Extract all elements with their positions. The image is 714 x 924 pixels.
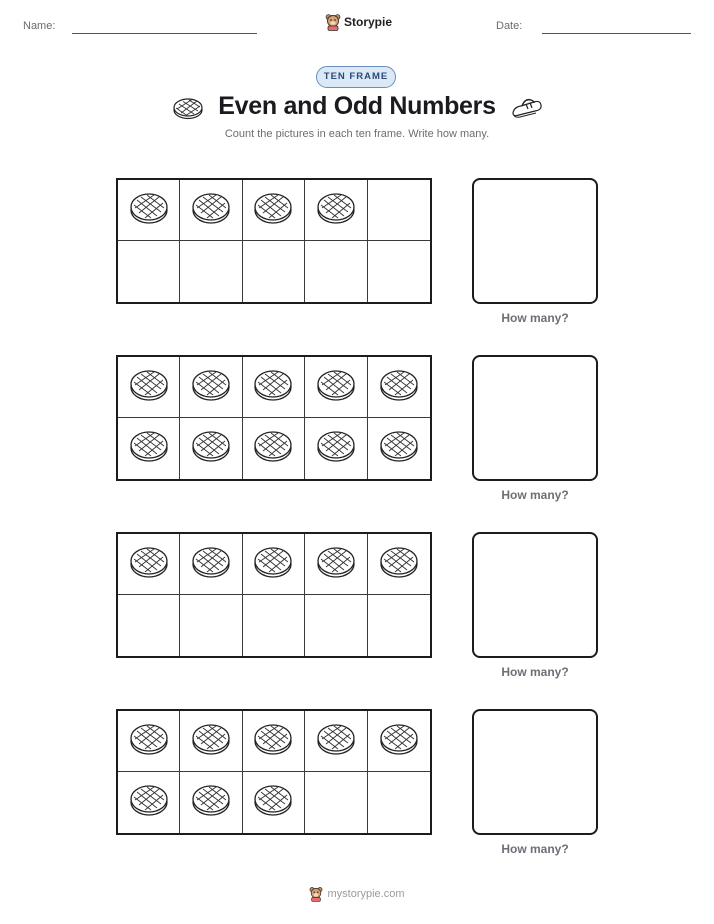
- cookie-icon: [316, 722, 356, 761]
- ten-frame-cell: [243, 534, 305, 595]
- ten-frame-cell: [180, 418, 242, 479]
- ten-frame-cell: [243, 357, 305, 418]
- ten-frame-badge: TEN FRAME: [316, 66, 396, 88]
- ten-frame-cell: [180, 534, 242, 595]
- ten-frame-cell: [305, 418, 367, 479]
- ten-frame-cell: [118, 180, 180, 241]
- ten-frame-cell: [305, 241, 367, 302]
- ten-frame-cell: [118, 418, 180, 479]
- cookie-icon: [191, 783, 231, 822]
- ten-frame-cell: [368, 772, 430, 833]
- bear-mascot-icon: [309, 886, 323, 902]
- cookie-icon: [129, 429, 169, 468]
- brand-logo: [325, 13, 392, 31]
- ten-frame-cell: [118, 357, 180, 418]
- ten-frame-cell: [118, 772, 180, 833]
- ten-frame-cell: [118, 711, 180, 772]
- how-many-label-3: How many?: [501, 665, 569, 679]
- date-line: [542, 33, 691, 34]
- ten-frame-cell: [368, 534, 430, 595]
- answer-box-4[interactable]: [472, 709, 598, 835]
- cookie-icon: [379, 545, 419, 584]
- ten-frame-cell: [305, 772, 367, 833]
- ten-frame-2: [116, 355, 432, 481]
- ten-frame-cell: [368, 595, 430, 656]
- cookie-icon: [129, 191, 169, 230]
- how-many-label-2: How many?: [501, 488, 569, 502]
- ten-frame-cell: [305, 180, 367, 241]
- ten-frame-cell: [118, 534, 180, 595]
- cookie-icon: [191, 545, 231, 584]
- ten-frame-cell: [180, 241, 242, 302]
- how-many-label-1: How many?: [501, 311, 569, 325]
- ten-frame-4: [116, 709, 432, 835]
- footer-url: mystorypie.com: [327, 888, 405, 900]
- answer-box-3[interactable]: [472, 532, 598, 658]
- cookie-icon: [253, 545, 293, 584]
- ten-frame-cell: [180, 357, 242, 418]
- cookie-icon: [253, 368, 293, 407]
- answer-box-1[interactable]: [472, 178, 598, 304]
- cookie-icon: [316, 191, 356, 230]
- cookie-icon: [379, 429, 419, 468]
- cookie-icon: [129, 545, 169, 584]
- cookie-icon: [379, 722, 419, 761]
- how-many-label-4: How many?: [501, 842, 569, 856]
- ten-frame-cell: [180, 595, 242, 656]
- ten-frame-cell: [243, 418, 305, 479]
- cookie-icon: [253, 191, 293, 230]
- ten-frame-cell: [305, 534, 367, 595]
- ten-frame-cell: [118, 595, 180, 656]
- ten-frame-cell: [180, 772, 242, 833]
- cookie-icon: [191, 191, 231, 230]
- ten-frame-cell: [305, 357, 367, 418]
- cookie-icon: [253, 722, 293, 761]
- ten-frame-cell: [180, 711, 242, 772]
- ten-frame-cell: [368, 418, 430, 479]
- date-label: Date:: [496, 20, 523, 32]
- cookie-icon: [316, 368, 356, 407]
- ten-frame-3: [116, 532, 432, 658]
- cookie-icon: [129, 722, 169, 761]
- ten-frame-1: [116, 178, 432, 304]
- cookie-icon: [191, 722, 231, 761]
- page-title: Even and Odd Numbers: [218, 92, 496, 120]
- name-line: [72, 33, 257, 34]
- cookie-icon: [253, 783, 293, 822]
- footer: [0, 886, 714, 902]
- brand-name: Storypie: [344, 15, 393, 29]
- cookie-icon: [129, 783, 169, 822]
- ten-frame-cell: [368, 711, 430, 772]
- cookie-icon: [379, 368, 419, 407]
- bear-mascot-icon: [325, 13, 341, 31]
- ten-frame-cell: [180, 180, 242, 241]
- cookie-icon: [316, 545, 356, 584]
- ten-frame-cell: [305, 595, 367, 656]
- cookie-icon: [316, 429, 356, 468]
- ten-frame-cell: [368, 241, 430, 302]
- ten-frame-cell: [118, 241, 180, 302]
- ten-frame-cell: [243, 595, 305, 656]
- ten-frame-cell: [243, 772, 305, 833]
- cookie-icon: [253, 429, 293, 468]
- ten-frame-cell: [305, 711, 367, 772]
- ten-frame-cell: [368, 357, 430, 418]
- ten-frame-cell: [368, 180, 430, 241]
- ten-frame-cell: [243, 241, 305, 302]
- cookie-icon: [191, 429, 231, 468]
- name-label: Name:: [23, 20, 56, 32]
- answer-box-2[interactable]: [472, 355, 598, 481]
- cookie-icon: [129, 368, 169, 407]
- instructions: Count the pictures in each ten frame. Write how many.: [224, 128, 490, 140]
- ten-frame-cell: [243, 180, 305, 241]
- cookie-icon: [191, 368, 231, 407]
- sandal-icon: [510, 94, 544, 120]
- ten-frame-cell: [243, 711, 305, 772]
